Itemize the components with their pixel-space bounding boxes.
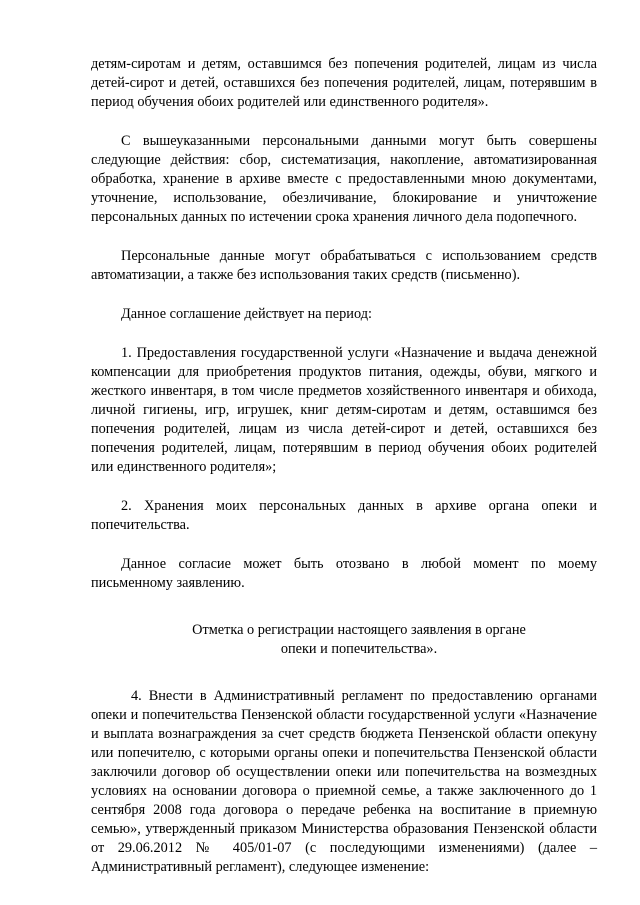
item-4-paragraph: 4. Внести в Административный регламент по предоставлению органами опеки и попечительства Пензенской области государственной услуги «Назначение и выплата вознаграждения за счет средств бюджета Пензенской области опекуну или попечителю, с которыми органы опеки и попечительства Пензенской области заключили договор об осуществлении опеки или попечительства на возмездных условиях на основании договора о приемной семье, а также заключенного до 1 сентября 2008 года договора о передаче ребенка на воспитание в приемную семью», утвержденный приказом Министерства образования Пензенской области от 29.06.2012 № 405/01-07 (с последующими изменениями) (далее – Административный регламент), следующее изменение: — [91, 688, 597, 875]
paragraph-revocation: Данное согласие может быть отозвано в любой момент по моему письменному заявлению. — [91, 556, 597, 591]
list-item-2: 2. Хранения моих персональных данных в архиве органа опеки и попечительства. — [91, 498, 597, 533]
registration-note-line1: Отметка о регистрации настоящего заявления в органе — [192, 622, 526, 638]
list-item-1: 1. Предоставления государственной услуги «Назначение и выдача денежной компенсации для приобретения продуктов питания, одежды, обуви, мягкого и жесткого инвентаря, в том числе предметов хозяйственного инвентаря и обихода, личной гигиены, игр, игрушек, книг детям-сиротам и детям, оставшимся без попечения родителей, лицам из числа детей-сирот и детей, оставшихся без попечения родителей, лицам, потерявшим в период обучения обоих родителей или единственного родителя»; — [91, 345, 597, 475]
paragraph-actions: С вышеуказанными персональными данными могут быть совершены следующие действия: сбор, систематизация, накопление, автоматизированная обработка, хранение в архиве вместе с предоставленными мною документами, уточнение, использование, обезличивание, блокирование и уничтожение персональных данных по истечении срока хранения личного дела подопечного. — [91, 133, 597, 225]
registration-note-line2: опеки и попечительства». — [280, 641, 438, 657]
paragraph-period: Данное соглашение действует на период: — [121, 306, 372, 322]
paragraph-continuation: детям-сиротам и детям, оставшимся без попечения родителей, лицам из числа детей-сирот и детей, оставшихся без попечения родителей, лицам, потерявшим в период обучения обоих родителей или единственного родителя». — [91, 56, 597, 110]
paragraph-automation: Персональные данные могут обрабатываться с использованием средств автоматизации, а также без использования таких средств (письменно). — [91, 248, 597, 283]
